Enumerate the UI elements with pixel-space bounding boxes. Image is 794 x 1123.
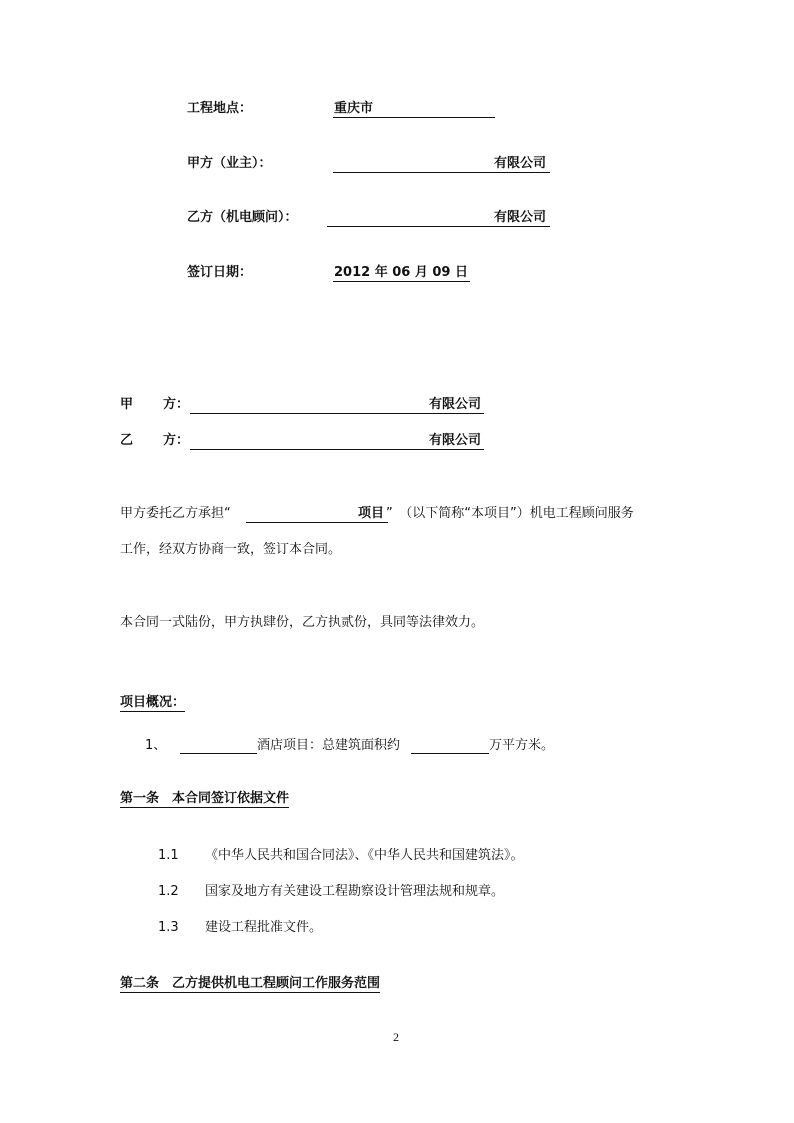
intro-project-word: 项目: [358, 506, 385, 521]
party-a-cover-suffix: 有限公司: [494, 156, 547, 171]
article1-item-2-text: 国家及地方有关建设工程勘察设计管理法规和规章。: [205, 884, 505, 899]
article1-heading: 第一条 本合同签订依据文件: [120, 791, 290, 806]
date-value: 2012 年 06 月 09 日: [334, 265, 468, 280]
intro-line2: 工作，经双方协商一致，签订本合同。: [120, 542, 342, 557]
party-b-underline: [190, 449, 484, 450]
article1-item-1-number: 1.1: [158, 848, 179, 863]
copies-statement: 本合同一式陆份，甲方执肆份，乙方执贰份，具同等法律效力。: [120, 615, 485, 630]
article1-item-3-number: 1.3: [158, 920, 179, 935]
party-a-underline: [190, 413, 484, 414]
article1-item-2-number: 1.2: [158, 884, 179, 899]
party-a-char2: 方：: [163, 397, 190, 412]
party-b-cover-underline: [327, 226, 550, 227]
overview-area-underline: [411, 753, 489, 754]
overview-item-mid: 酒店项目：总建筑面积约: [257, 738, 401, 753]
overview-heading: 项目概况：: [120, 695, 186, 710]
overview-name-underline: [180, 753, 257, 754]
article1-item-3-text: 建设工程批准文件。: [205, 920, 323, 935]
date-label: 签订日期：: [187, 265, 253, 280]
location-underline: [333, 117, 495, 118]
party-a-cover-underline: [333, 172, 550, 173]
intro-project-underline: [246, 522, 388, 523]
intro-prefix: 甲方委托乙方承担“: [120, 506, 231, 521]
overview-item-end: 万平方米。: [489, 738, 555, 753]
location-label: 工程地点：: [187, 101, 253, 116]
party-b-cover-suffix: 有限公司: [494, 210, 547, 225]
party-b-cover-label: 乙方（机电顾问）：: [187, 210, 298, 225]
page-number: 2: [393, 1030, 399, 1044]
article1-item-1-text: 《中华人民共和国合同法》、《中华人民共和国建筑法》。: [205, 848, 524, 863]
date-underline: [333, 281, 470, 282]
overview-item-number: 1、: [145, 738, 167, 753]
party-a-suffix: 有限公司: [429, 397, 482, 412]
party-a-cover-label: 甲方（业主）：: [187, 156, 272, 171]
intro-suffix: ” （以下简称“本项目”）机电工程顾问服务: [386, 506, 634, 521]
party-b-char1: 乙: [120, 433, 134, 448]
location-value: 重庆市: [334, 101, 374, 116]
article2-heading: 第二条 乙方提供机电工程顾问工作服务范围: [120, 976, 381, 991]
party-b-suffix: 有限公司: [429, 433, 482, 448]
party-b-char2: 方：: [163, 433, 190, 448]
party-a-char1: 甲: [120, 397, 134, 412]
